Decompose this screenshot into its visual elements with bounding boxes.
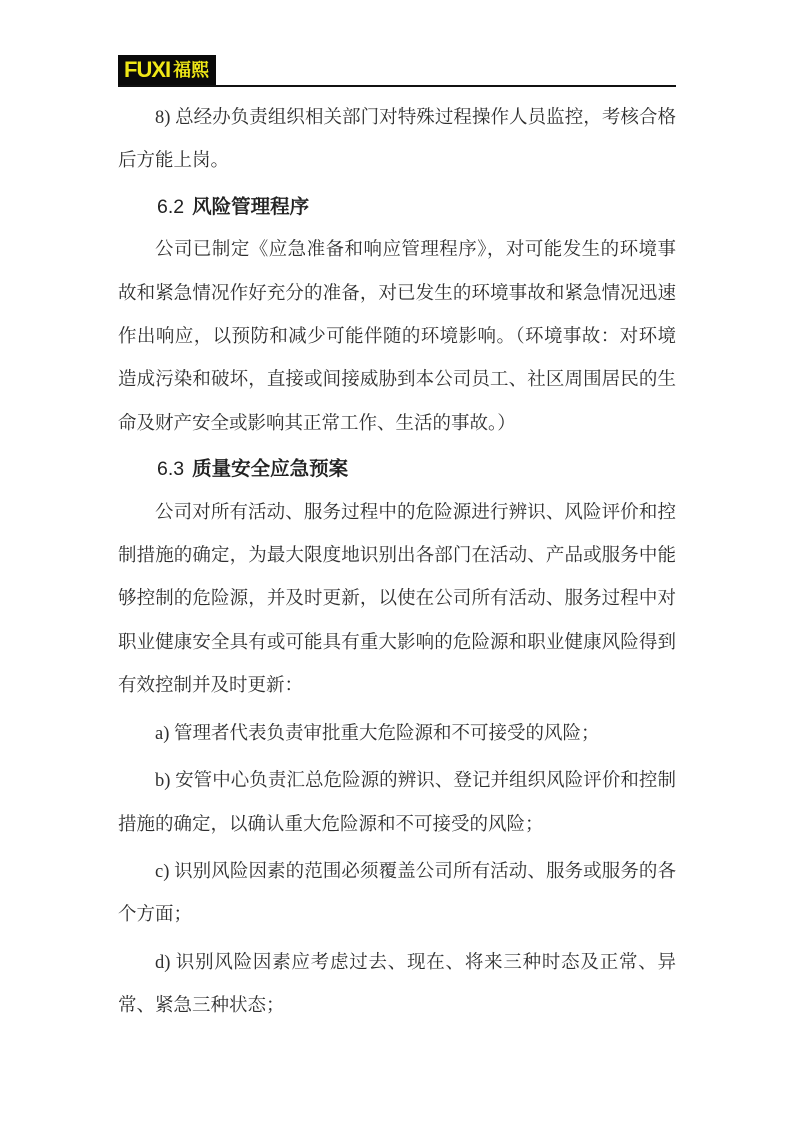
list-item-c: c) 识别风险因素的范围必须覆盖公司所有活动、服务或服务的各个方面；: [118, 861, 676, 926]
paragraph-item-8: 8) 总经办负责组织相关部门对特殊过程操作人员监控，考核合格后方能上岗。: [118, 108, 676, 172]
document-header: [118, 55, 676, 87]
heading-6-3: [118, 448, 676, 491]
paragraph-risk-management: 公司已制定《应急准备和响应管理程序》，对可能发生的环境事故和紧急情况作好充分的准备，对已发生的环境事故和紧急情况迅速作出响应，以预防和减少可能伴随的环境影响。（环境事故：对环境造成污染和破坏，直接或间接威胁到本公司员工、社区周围居民的生命及财产安全或影响其正常工作、生活的事故。）: [118, 240, 676, 434]
document-body: [118, 97, 676, 1029]
heading-title: 风险管理程序: [192, 195, 310, 218]
list-item-a: a) 管理者代表负责审批重大危险源和不可接受的风险；: [155, 723, 600, 744]
list-item-d: d) 识别风险因素应考虑过去、现在、将来三种时态及正常、异常、紧急三种状态；: [118, 952, 676, 1017]
heading-6-2: [118, 186, 676, 229]
heading-number: 6.3: [157, 458, 185, 481]
logo-text-latin: FUXI: [124, 57, 171, 82]
logo-text-cjk: 福熙: [173, 60, 210, 80]
company-logo: [118, 55, 216, 85]
list-item-b: b) 安管中心负责汇总危险源的辨识、登记并组织风险评价和控制措施的确定，以确认重大危险源和不可接受的风险；: [118, 771, 676, 835]
heading-title: 质量安全应急预案: [192, 458, 349, 481]
paragraph-emergency-plan: 公司对所有活动、服务过程中的危险源进行辨识、风险评价和控制措施的确定，为最大限度地识别出各部门在活动、产品或服务中能够控制的危险源，并及时更新，以使在公司所有活动、服务过程中对职业健康安全具有或可能具有重大影响的危险源和职业健康风险得到有效控制并及时更新：: [118, 502, 676, 697]
heading-number: 6.2: [157, 195, 185, 218]
